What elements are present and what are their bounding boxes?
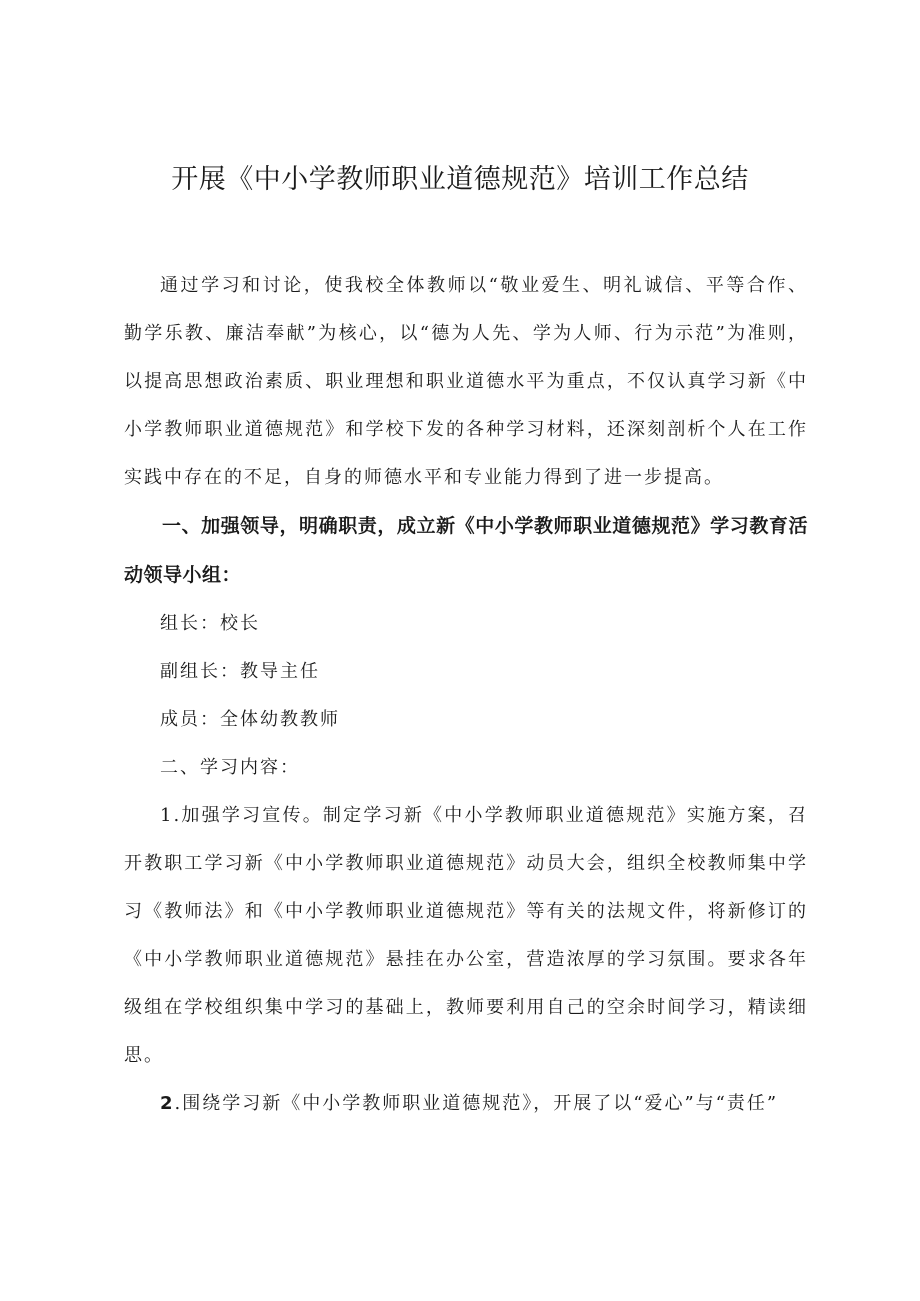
intro-paragraph: 通过学习和讨论，使我校全体教师以“敬业爱生、明礼诚信、平等合作、勤学乐教、廉洁奉献”为核心，以“德为人先、学为人师、行为示范”为准则，以提高思想政治素质、职业理想和职业道德水平为重点，不仅认真学习新《中小学教师职业道德规范》和学校下发的各种学习材料，还深刻剖析个人在工作实践中存在的不足，自身的师德水平和专业能力得到了进一步提高。: [124, 275, 808, 488]
section-2-heading: 二、学习内容：: [160, 757, 300, 778]
item-2-text: .围绕学习新《中小学教师职业道德规范》，开展了以“爱心”与“责任”: [174, 1093, 779, 1114]
vice-leader-line: 副组长：教导主任: [160, 661, 320, 682]
item-1-paragraph: 1.加强学习宣传。制定学习新《中小学教师职业道德规范》实施方案，召开教职工学习新《中小学教师职业道德规范》动员大会，组织全校教师集中学习《教师法》和《中小学教师职业道德规范》等有关的法规文件，将新修订的《中小学教师职业道德规范》悬挂在办公室，营造浓厚的学习氛围。要求各年级组在学校组织集中学习的基础上，教师要利用自己的空余时间学习，精读细思。: [124, 805, 808, 1066]
leader-line: 组长：校长: [160, 613, 260, 634]
document-body: [124, 262, 808, 1128]
item-2-number: 2: [160, 1093, 175, 1114]
section-1-heading: 一、加强领导，明确职责，成立新《中小学教师职业道德规范》学习教育活动领导小组：: [124, 515, 808, 586]
members-line: 成员：全体幼教教师: [160, 709, 340, 730]
item-2-paragraph: [124, 1080, 808, 1128]
document-title: 开展《中小学教师职业道德规范》培训工作总结: [171, 164, 749, 195]
